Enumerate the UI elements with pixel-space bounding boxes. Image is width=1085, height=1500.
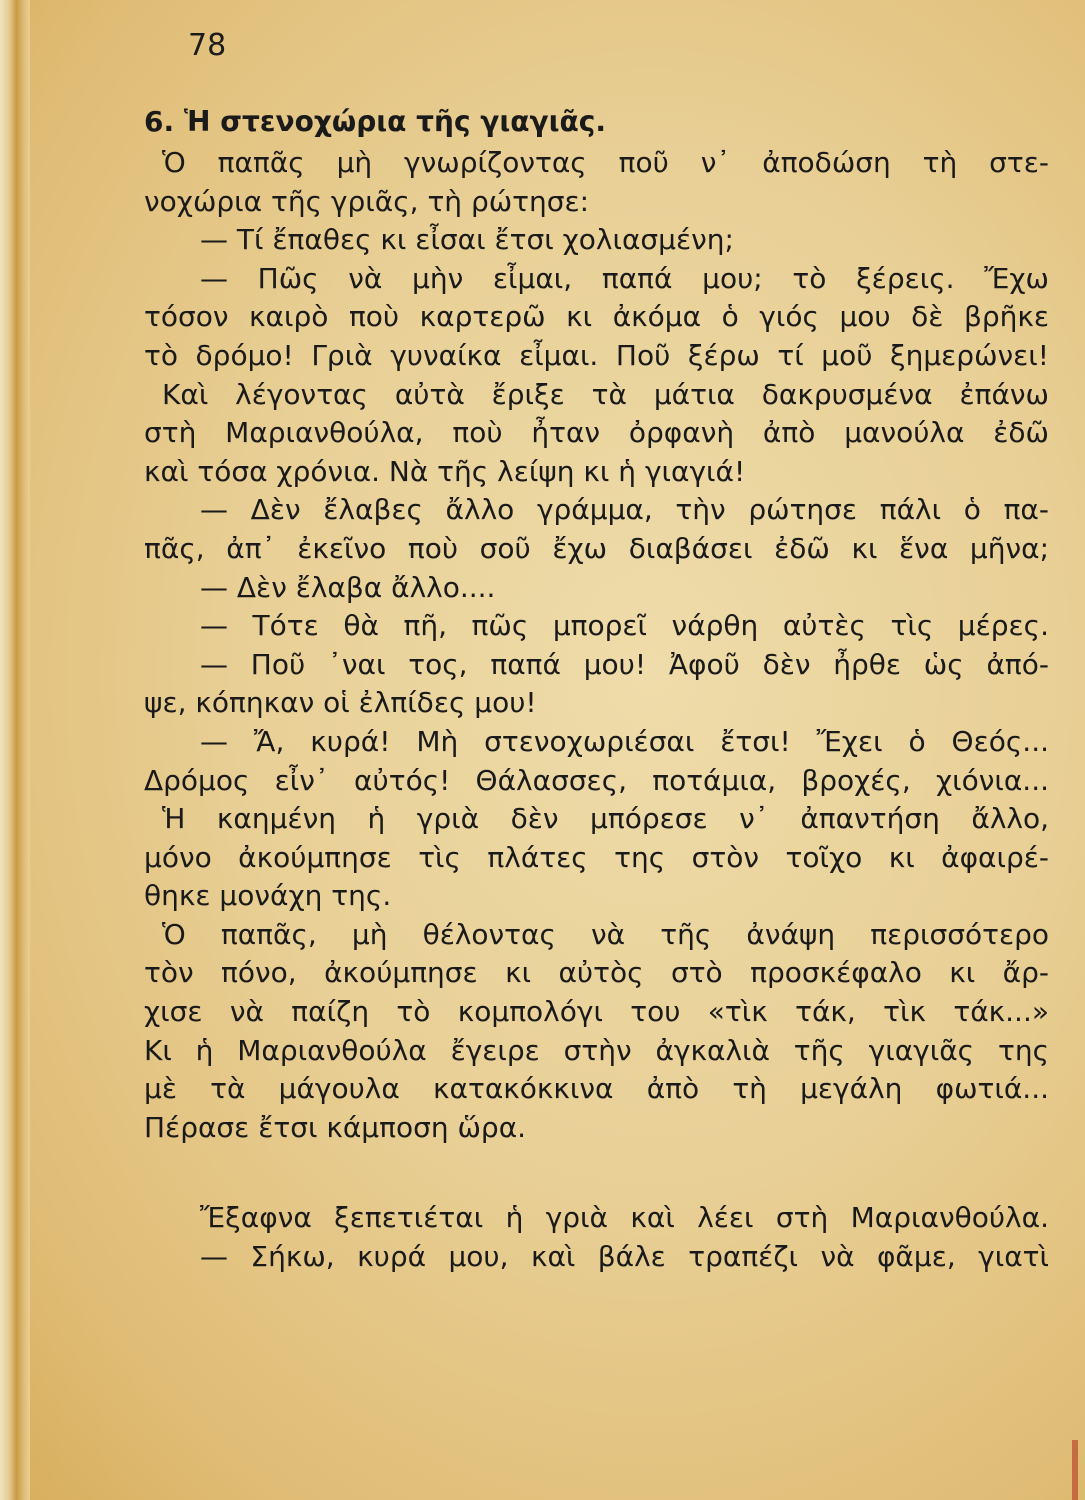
- text-line: Ὁ παπᾶς, μὴ θέλοντας νὰ τῆς ἀνάψη περισσότερο: [162, 917, 1049, 951]
- text-line: — Σήκω, κυρά μου, καὶ βάλε τραπέζι νὰ φᾶμε, γιατὶ: [200, 1240, 1049, 1274]
- text-line: στὴ Μαριανθούλα, ποὺ ἦταν ὀρφανὴ ἀπὸ μανούλα ἐδῶ: [144, 416, 1049, 450]
- text-line: — Ποῦ ᾽ναι τος, παπά μου! Ἀφοῦ δὲν ἦρθε ὡς ἀπό-: [200, 647, 1049, 681]
- text-line: — Δὲν ἔλαβες ἄλλο γράμμα, τὴν ρώτησε πάλι ὁ πα-: [200, 493, 1049, 527]
- text-line: Καὶ λέγοντας αὐτὰ ἔριξε τὰ μάτια δακρυσμένα ἐπάνω: [162, 377, 1049, 411]
- text-line: — Πῶς νὰ μὴν εἶμαι, παπά μου; τὸ ξέρεις. Ἔχω: [200, 261, 1049, 295]
- text-line: τὸν πόνο, ἀκούμπησε κι αὐτὸς στὸ προσκέφαλο κι ἄρ-: [144, 956, 1049, 990]
- paragraph-gap: [144, 1147, 1049, 1199]
- text-line: μόνο ἀκούμπησε τὶς πλάτες της στὸν τοῖχο κι ἀφαιρέ-: [144, 840, 1049, 874]
- text-line: μὲ τὰ μάγουλα κατακόκκινα ἀπὸ τὴ μεγάλη φωτιά...: [144, 1072, 1049, 1106]
- text-line: θηκε μονάχη της.: [144, 879, 392, 913]
- text-block: [144, 100, 1049, 1277]
- text-line: Δρόμος εἶν᾽ αὐτός! Θάλασσες, ποτάμια, βροχές, χιόνια...: [144, 763, 1049, 797]
- text-line: τὸ δρόμο! Γριὰ γυναίκα εἶμαι. Ποῦ ξέρω τί μοῦ ξημερώνει!: [144, 338, 1049, 372]
- text-line: Ἔξαφνα ξεπετιέται ἡ γριὰ καὶ λέει στὴ Μαριανθούλα.: [200, 1201, 1049, 1235]
- edge-mark: [1072, 1440, 1078, 1500]
- text-line: — Τί ἔπαθες κι εἶσαι ἔτσι χολιασμένη;: [200, 223, 734, 257]
- text-line: τόσον καιρὸ ποὺ καρτερῶ κι ἀκόμα ὁ γιός μου δὲ βρῆκε: [144, 300, 1049, 334]
- text-line: — Ἄ, κυρά! Μὴ στενοχωριέσαι ἔτσι! Ἔχει ὁ Θεός...: [200, 724, 1049, 758]
- text-line: νοχώρια τῆς γριᾶς, τὴ ρώτησε:: [144, 184, 590, 218]
- text-line: καὶ τόσα χρόνια. Νὰ τῆς λείψη κι ἡ γιαγιά!: [144, 454, 746, 488]
- page-number: 78: [188, 28, 227, 63]
- text-line: ψε, κόπηκαν οἱ ἐλπίδες μου!: [144, 686, 537, 720]
- text-line: — Δὲν ἔλαβα ἄλλο....: [200, 570, 496, 604]
- text-line: Πέρασε ἔτσι κάμποση ὥρα.: [144, 1110, 527, 1144]
- text-line: χισε νὰ παίζη τὸ κομπολόγι του «τὶκ τάκ, τὶκ τάκ...»: [144, 995, 1049, 1029]
- text-line: Κι ἡ Μαριανθούλα ἔγειρε στὴν ἀγκαλιὰ τῆς γιαγιᾶς της: [144, 1033, 1049, 1067]
- text-line: — Τότε θὰ πῆ, πῶς μπορεῖ νάρθη αὐτὲς τὶς μέρες.: [200, 609, 1049, 643]
- text-line: Ὁ παπᾶς μὴ γνωρίζοντας ποῦ ν᾽ ἀποδώση τὴ στε-: [162, 146, 1049, 179]
- text-line: Ἡ καημένη ἡ γριὰ δὲν μπόρεσε ν᾽ ἀπαντήση ἄλλο,: [162, 802, 1049, 836]
- book-binding-edge: [0, 0, 30, 1500]
- text-line: πᾶς, ἀπ᾽ ἐκεῖνο ποὺ σοῦ ἔχω διαβάσει ἐδῶ κι ἕνα μῆνα;: [144, 531, 1049, 565]
- section-heading: 6. Ἡ στενοχώρια τῆς γιαγιᾶς.: [144, 105, 606, 138]
